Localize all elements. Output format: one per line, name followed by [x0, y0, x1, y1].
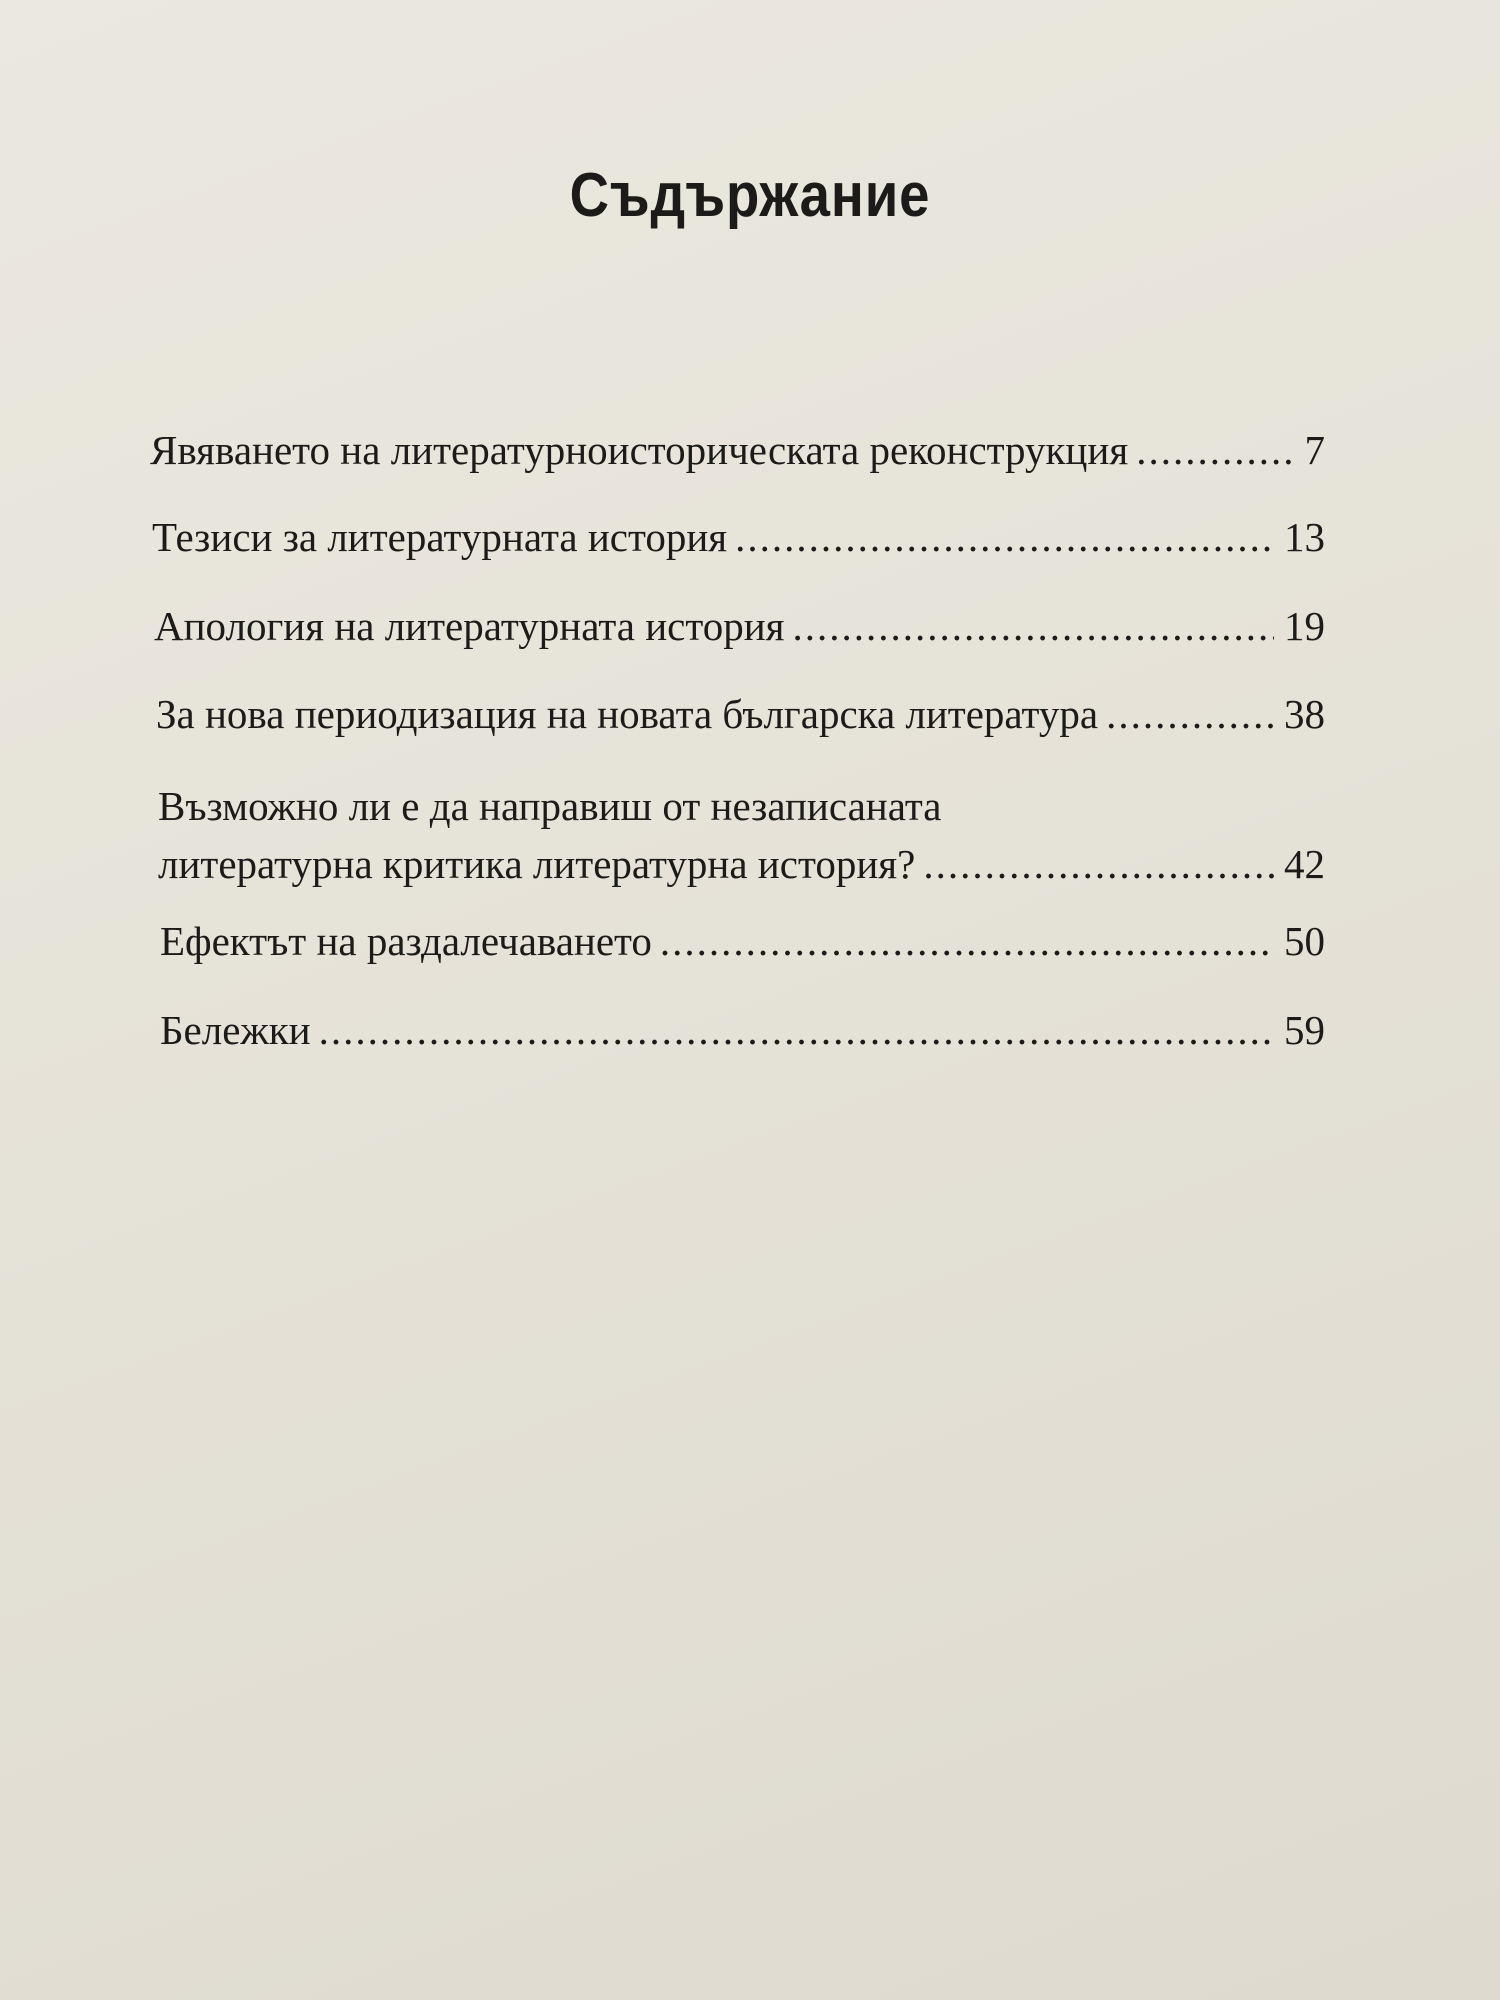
dot-leader	[793, 601, 1274, 651]
dot-leader	[660, 916, 1274, 966]
dot-leader	[923, 839, 1274, 889]
dot-leader	[319, 1005, 1274, 1055]
toc-entry-title: литературна критика литературна история?	[158, 841, 916, 887]
dot-leader	[735, 512, 1274, 562]
toc-page-number: 38	[1284, 691, 1325, 737]
toc-page-number: 7	[1304, 427, 1325, 473]
toc-entry-title: Апология на литературната история	[154, 603, 785, 649]
toc-entry	[152, 512, 1325, 562]
toc-entry	[154, 601, 1325, 651]
toc-entry-title: За нова периодизация на новата българска литература	[156, 691, 1099, 737]
toc-entry-title: Ефектът на раздалечаването	[160, 918, 652, 964]
dot-leader	[1136, 425, 1294, 475]
toc-page-number: 19	[1284, 603, 1325, 649]
toc-entry	[158, 781, 1325, 889]
page-title: Съдържание	[569, 161, 931, 230]
toc-entry-title-line-1: Възможно ли е да направиш от незаписаната	[158, 783, 942, 829]
toc-page-number: 13	[1284, 514, 1325, 560]
toc-page-number: 59	[1284, 1007, 1325, 1053]
toc-entry	[156, 689, 1325, 739]
toc-entry-title: Тезиси за литературната история	[152, 514, 728, 560]
toc-entry	[150, 425, 1325, 475]
toc-entry	[160, 1005, 1325, 1055]
toc-entry-title: Бележки	[160, 1007, 311, 1053]
dot-leader	[1106, 689, 1274, 739]
toc-page-number: 50	[1284, 918, 1325, 964]
toc-entry-title: Явяването на литературноисторическата реконструкция	[150, 427, 1129, 473]
toc-page-number: 42	[1284, 841, 1325, 887]
toc-entry	[160, 916, 1325, 966]
